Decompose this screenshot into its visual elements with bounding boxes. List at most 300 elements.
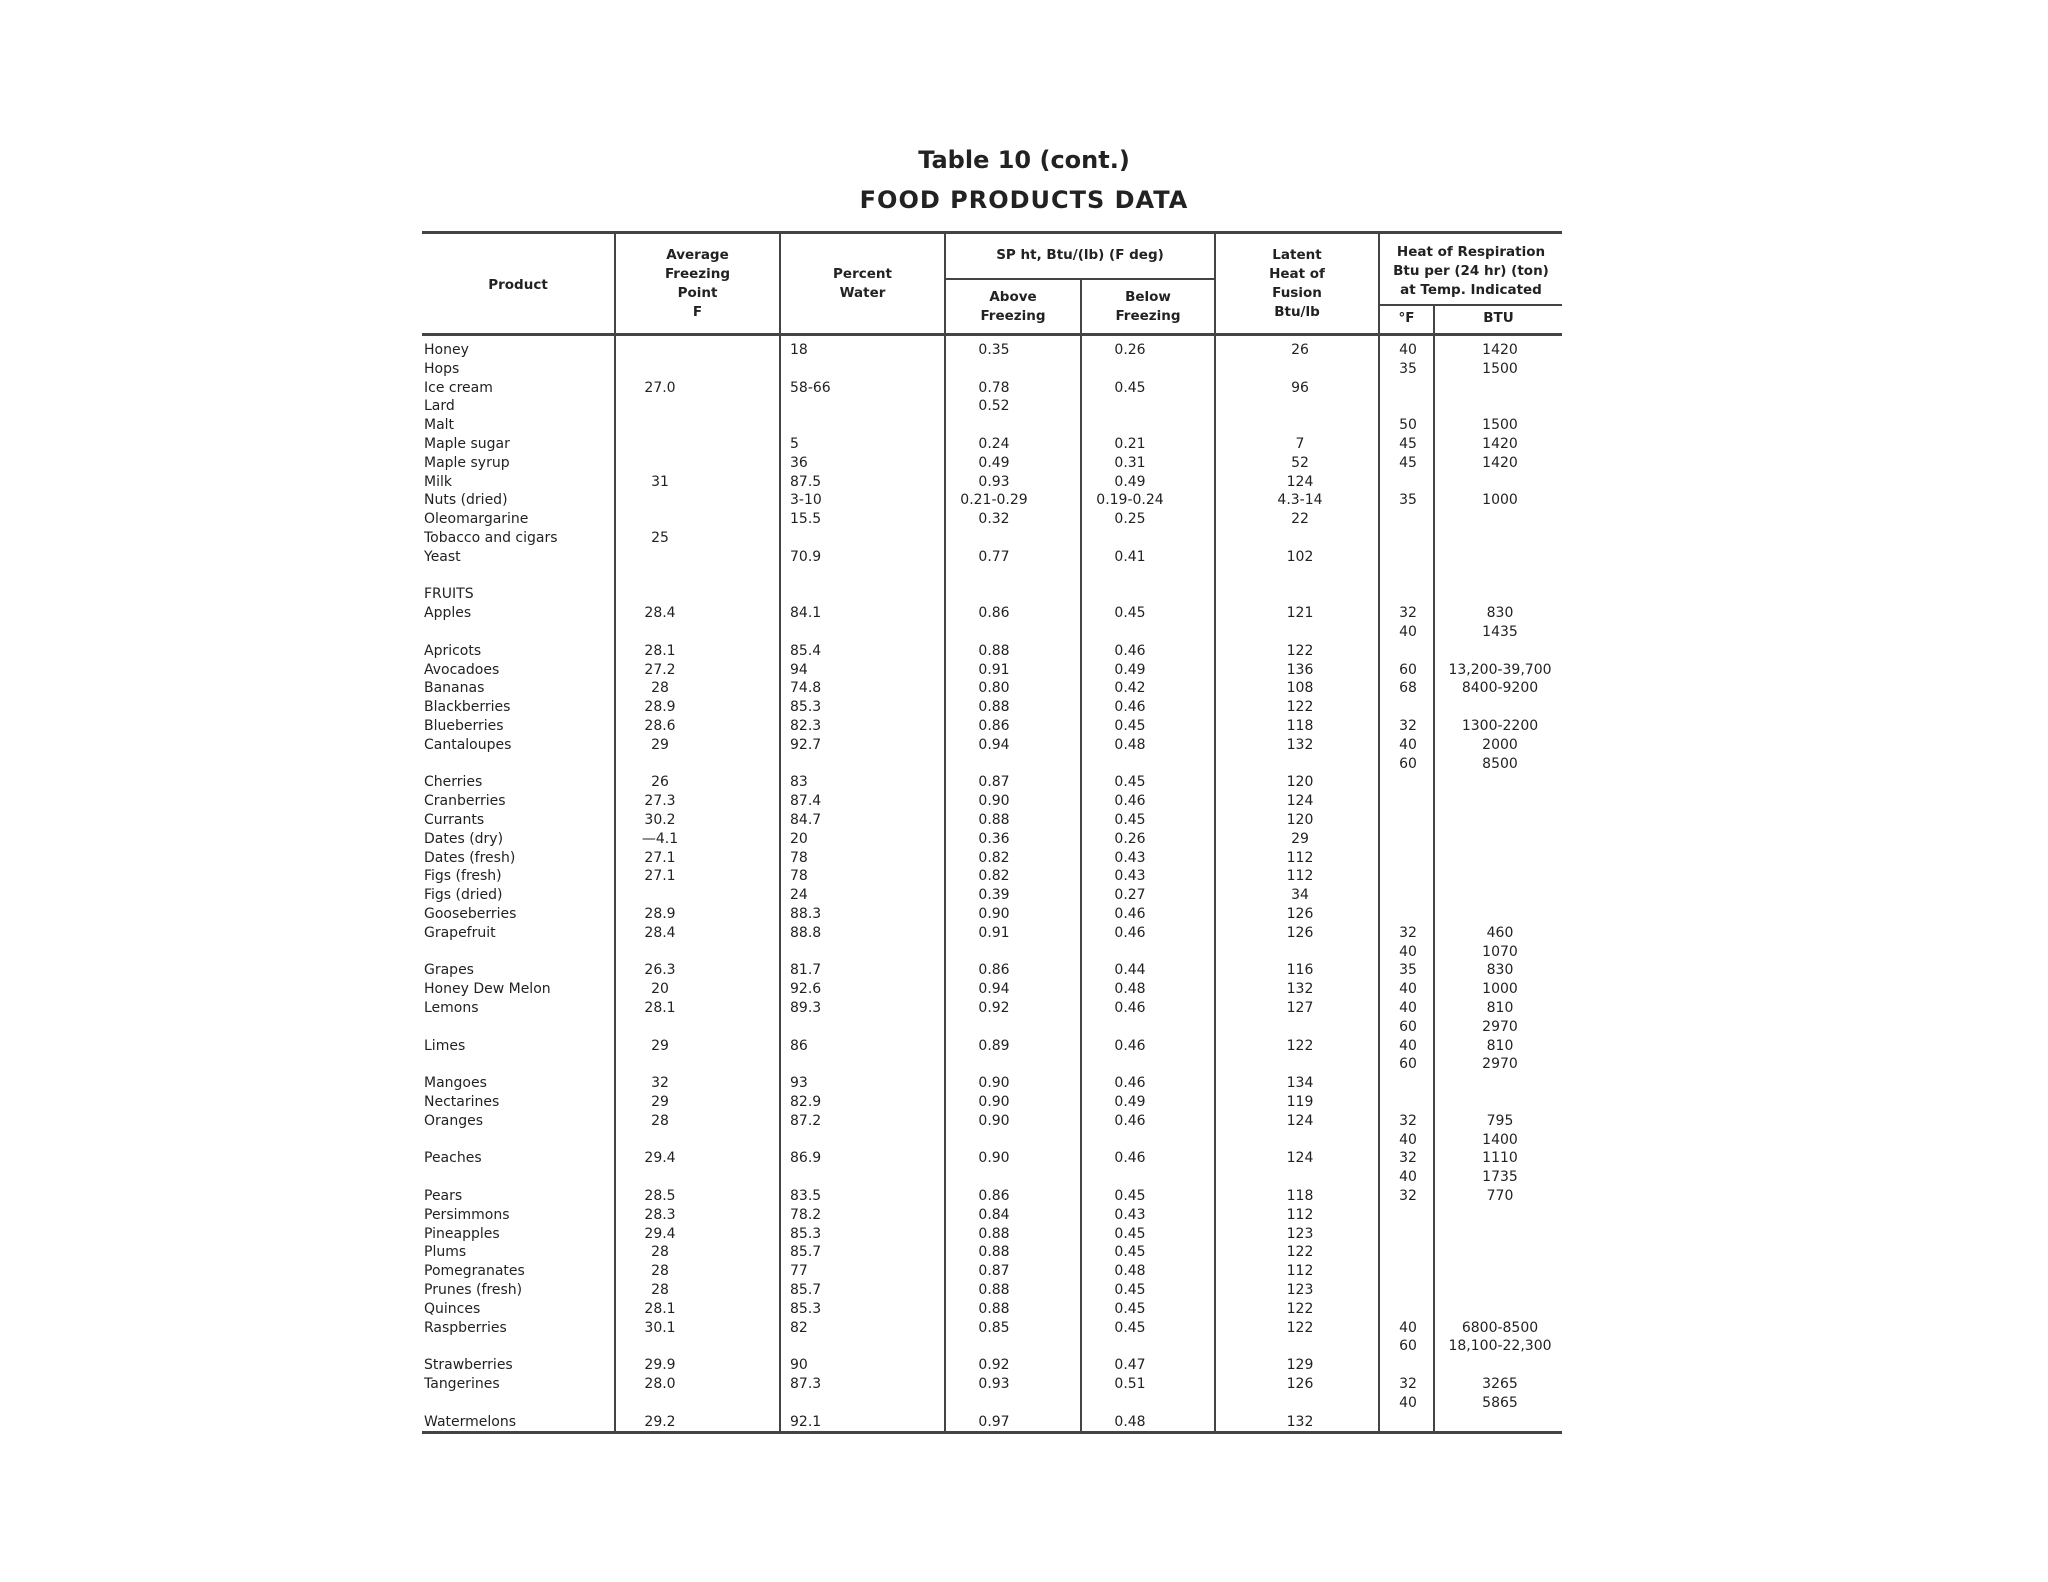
respiration-btu-cell: 8500 [1482, 755, 1518, 772]
table-row [422, 1093, 1562, 1112]
product-cell: Blackberries [424, 699, 511, 716]
freezing-point-cell: 28 [651, 1244, 669, 1261]
percent-water-cell: 18 [790, 342, 808, 358]
below-freezing-cell: 0.48 [1114, 1263, 1146, 1280]
latent-heat-cell: 118 [1286, 1188, 1314, 1204]
header-temp: °F [1398, 310, 1415, 326]
respiration-temp-cell: 35 [1399, 962, 1417, 979]
freezing-point-cell: 28.4 [644, 605, 676, 622]
table-row [422, 999, 1562, 1018]
product-cell: Figs (fresh) [424, 868, 502, 885]
table-row [422, 867, 1562, 886]
table-row [422, 943, 1562, 962]
above-freezing-cell: 0.90 [978, 1150, 1010, 1167]
respiration-underline [1378, 304, 1562, 306]
below-freezing-cell: 0.43 [1114, 1206, 1146, 1223]
product-cell: Malt [424, 417, 455, 434]
freezing-point-cell: 28.9 [644, 906, 676, 922]
percent-water-cell: 85.3 [790, 699, 822, 716]
respiration-btu-cell: 1000 [1482, 492, 1518, 509]
respiration-temp-cell: 32 [1399, 1376, 1417, 1392]
table-row [422, 642, 1562, 661]
percent-water-cell: 58-66 [790, 379, 831, 396]
percent-water-cell: 90 [790, 1357, 808, 1374]
below-freezing-cell: 0.48 [1114, 981, 1146, 998]
percent-water-cell: 87.3 [790, 1376, 822, 1392]
latent-heat-cell: 126 [1286, 1376, 1314, 1392]
latent-heat-cell: 129 [1286, 1357, 1314, 1374]
freezing-point-cell: 29 [651, 1037, 669, 1054]
table-row [422, 661, 1562, 680]
respiration-temp-cell: 40 [1399, 1169, 1417, 1186]
product-cell: Tangerines [424, 1376, 500, 1392]
above-freezing-cell: 0.21-0.29 [960, 492, 1028, 509]
table-row [422, 1319, 1562, 1338]
freezing-point-cell: 28.0 [644, 1376, 676, 1392]
freezing-point-cell: 29 [651, 1094, 669, 1110]
below-freezing-cell: 0.31 [1114, 454, 1146, 471]
product-cell: Watermelons [424, 1413, 517, 1430]
percent-water-cell: 82 [790, 1319, 808, 1336]
latent-heat-cell: 126 [1286, 924, 1314, 941]
table-row [422, 1243, 1562, 1262]
below-freezing-cell: 0.46 [1114, 906, 1146, 922]
product-cell: Cherries [424, 774, 483, 791]
freezing-point-cell: 28.1 [644, 642, 676, 659]
product-cell: Honey [424, 342, 469, 358]
below-freezing-cell: 0.26 [1114, 830, 1146, 847]
latent-heat-cell: 124 [1286, 473, 1314, 490]
table-row [422, 830, 1562, 849]
food-products-table [422, 231, 1562, 1435]
below-freezing-cell: 0.46 [1114, 1075, 1146, 1092]
latent-heat-cell: 122 [1286, 1244, 1314, 1261]
above-freezing-cell: 0.90 [978, 1112, 1010, 1129]
header-sp-ht: SP ht, Btu/(lb) (F deg) [996, 247, 1164, 263]
below-freezing-cell: 0.46 [1114, 793, 1146, 810]
table-row [422, 717, 1562, 736]
above-freezing-cell: 0.93 [978, 473, 1010, 490]
respiration-btu-cell: 18,100-22,300 [1448, 1338, 1552, 1355]
latent-heat-cell: 52 [1291, 454, 1309, 471]
respiration-btu-cell: 1735 [1482, 1169, 1518, 1186]
below-freezing-cell: 0.27 [1114, 887, 1146, 904]
respiration-btu-cell: 5865 [1482, 1394, 1518, 1411]
latent-heat-cell: 116 [1286, 962, 1314, 979]
table-row [422, 980, 1562, 999]
freezing-point-cell: 20 [651, 981, 669, 998]
product-cell: Grapefruit [424, 924, 496, 941]
below-freezing-cell: 0.41 [1114, 548, 1146, 565]
below-freezing-cell: 0.45 [1114, 1319, 1146, 1336]
respiration-btu-cell: 770 [1486, 1188, 1514, 1204]
percent-water-cell: 82.9 [790, 1094, 822, 1110]
above-freezing-cell: 0.88 [978, 1225, 1010, 1242]
respiration-temp-cell: 32 [1399, 924, 1417, 941]
freezing-point-cell: 28.6 [644, 718, 676, 734]
latent-heat-cell: 34 [1291, 887, 1309, 904]
latent-heat-cell: 7 [1295, 436, 1305, 452]
latent-heat-cell: 124 [1286, 1112, 1314, 1129]
respiration-btu-cell: 1420 [1482, 454, 1518, 471]
below-freezing-cell: 0.46 [1114, 1000, 1146, 1016]
table-row [422, 473, 1562, 492]
freezing-point-cell: 29.4 [644, 1150, 676, 1167]
respiration-btu-cell: 2970 [1482, 1056, 1518, 1073]
respiration-btu-cell: 1435 [1482, 624, 1518, 640]
above-freezing-cell: 0.86 [978, 605, 1010, 622]
table-row [422, 1300, 1562, 1319]
respiration-btu-cell: 1000 [1482, 981, 1518, 998]
respiration-btu-cell: 13,200-39,700 [1448, 661, 1552, 678]
table-row [422, 736, 1562, 755]
product-cell: Pears [424, 1188, 463, 1204]
freezing-point-cell: 29.9 [644, 1357, 676, 1374]
above-freezing-cell: 0.91 [978, 661, 1010, 678]
latent-heat-cell: 124 [1286, 793, 1314, 810]
above-freezing-cell: 0.24 [978, 436, 1010, 452]
above-freezing-cell: 0.88 [978, 1300, 1010, 1317]
respiration-temp-cell: 40 [1399, 1000, 1417, 1016]
below-freezing-cell: 0.43 [1114, 849, 1146, 866]
product-cell: Yeast [424, 548, 461, 565]
respiration-btu-cell: 8400-9200 [1461, 680, 1539, 697]
table-row [422, 529, 1562, 548]
above-freezing-cell: 0.93 [978, 1376, 1010, 1392]
freezing-point-cell: 28.5 [644, 1188, 676, 1204]
percent-water-cell: 70.9 [790, 548, 822, 565]
below-freezing-cell: 0.43 [1114, 868, 1146, 885]
above-freezing-cell: 0.89 [978, 1037, 1010, 1054]
latent-heat-cell: 124 [1286, 1150, 1314, 1167]
respiration-temp-cell: 40 [1399, 1037, 1417, 1054]
respiration-temp-cell: 35 [1399, 360, 1417, 377]
above-freezing-cell: 0.90 [978, 906, 1010, 922]
freezing-point-cell: 28.4 [644, 924, 676, 941]
percent-water-cell: 20 [790, 830, 808, 847]
product-cell: Figs (dried) [424, 887, 503, 904]
product-cell: Plums [424, 1244, 467, 1261]
table-row [422, 623, 1562, 642]
table-title: Table 10 (cont.) [918, 146, 1130, 174]
freezing-point-cell: 28.3 [644, 1206, 676, 1223]
freezing-point-cell: 27.1 [644, 868, 676, 885]
percent-water-cell: 92.1 [790, 1413, 822, 1430]
below-freezing-cell: 0.42 [1114, 680, 1146, 697]
percent-water-cell: 89.3 [790, 1000, 822, 1016]
percent-water-cell: 85.3 [790, 1300, 822, 1317]
product-cell: Nuts (dried) [424, 492, 508, 509]
table-row [422, 585, 1562, 604]
latent-heat-cell: 132 [1286, 736, 1314, 753]
table-row [422, 1018, 1562, 1037]
above-freezing-cell: 0.88 [978, 1282, 1010, 1298]
latent-heat-cell: 122 [1286, 1319, 1314, 1336]
freezing-point-cell: 28 [651, 1282, 669, 1298]
product-cell: Avocadoes [424, 661, 500, 678]
header-above-freezing: Above Freezing [980, 289, 1046, 324]
above-freezing-cell: 0.87 [978, 774, 1010, 791]
respiration-temp-cell: 32 [1399, 1150, 1417, 1167]
header-product: Product [488, 277, 548, 293]
respiration-temp-cell: 60 [1399, 1056, 1417, 1073]
respiration-temp-cell: 40 [1399, 981, 1417, 998]
freezing-point-cell: 32 [651, 1075, 669, 1092]
freezing-point-cell: 28 [651, 1263, 669, 1280]
percent-water-cell: 85.3 [790, 1225, 822, 1242]
below-freezing-cell: 0.26 [1114, 342, 1146, 358]
percent-water-cell: 77 [790, 1263, 808, 1280]
header-heat-of-respiration: Heat of Respiration Btu per (24 hr) (ton) at Temp. Indicated [1393, 244, 1549, 298]
product-cell: Lard [424, 398, 455, 415]
product-cell: Hops [424, 360, 460, 377]
latent-heat-cell: 127 [1286, 1000, 1314, 1016]
product-cell: Maple syrup [424, 454, 510, 471]
table-row [422, 1074, 1562, 1093]
freezing-point-cell: 25 [651, 530, 669, 546]
latent-heat-cell: 118 [1286, 718, 1314, 734]
freezing-point-cell: 27.2 [644, 661, 676, 678]
header-btu: BTU [1483, 310, 1514, 326]
latent-heat-cell: 126 [1286, 906, 1314, 922]
below-freezing-cell: 0.47 [1114, 1357, 1146, 1374]
product-cell: Pineapples [424, 1225, 500, 1242]
freezing-point-cell: 27.0 [644, 379, 676, 396]
latent-heat-cell: 122 [1286, 642, 1314, 659]
above-freezing-cell: 0.90 [978, 1075, 1010, 1092]
product-cell: Raspberries [424, 1319, 507, 1336]
table-row [422, 1225, 1562, 1244]
above-freezing-cell: 0.91 [978, 924, 1010, 941]
freezing-point-cell: 29.2 [644, 1413, 676, 1430]
product-cell: Nectarines [424, 1094, 500, 1110]
table-row [422, 510, 1562, 529]
respiration-temp-cell: 45 [1399, 436, 1417, 452]
above-freezing-cell: 0.39 [978, 887, 1010, 904]
above-freezing-cell: 0.88 [978, 699, 1010, 716]
table-row [422, 961, 1562, 980]
above-freezing-cell: 0.94 [978, 736, 1010, 753]
product-cell: Lemons [424, 1000, 479, 1016]
below-freezing-cell: 0.45 [1114, 812, 1146, 828]
product-cell: Milk [424, 473, 452, 490]
respiration-btu-cell: 460 [1486, 924, 1514, 941]
table-row [422, 773, 1562, 792]
latent-heat-cell: 120 [1286, 774, 1314, 791]
respiration-temp-cell: 60 [1399, 1018, 1417, 1035]
table-row [422, 548, 1562, 567]
above-freezing-cell: 0.84 [978, 1206, 1010, 1223]
above-freezing-cell: 0.36 [978, 830, 1010, 847]
below-freezing-cell: 0.51 [1114, 1376, 1146, 1392]
percent-water-cell: 87.5 [790, 473, 822, 490]
percent-water-cell: 78 [790, 849, 808, 866]
freezing-point-cell: 30.2 [644, 812, 676, 828]
below-freezing-cell: 0.25 [1114, 511, 1146, 528]
respiration-temp-cell: 32 [1399, 1112, 1417, 1129]
above-freezing-cell: 0.90 [978, 793, 1010, 810]
percent-water-cell: 88.8 [790, 924, 822, 941]
latent-heat-cell: 136 [1286, 661, 1314, 678]
percent-water-cell: 87.4 [790, 793, 822, 810]
respiration-btu-cell: 810 [1486, 1037, 1514, 1054]
latent-heat-cell: 108 [1286, 680, 1314, 697]
respiration-temp-cell: 60 [1399, 1338, 1417, 1355]
latent-heat-cell: 120 [1286, 812, 1314, 828]
below-freezing-cell: 0.45 [1114, 774, 1146, 791]
table-row [422, 886, 1562, 905]
percent-water-cell: 85.7 [790, 1244, 822, 1261]
latent-heat-cell: 112 [1286, 1263, 1314, 1280]
latent-heat-cell: 119 [1286, 1094, 1314, 1110]
table-row [422, 792, 1562, 811]
respiration-btu-cell: 1070 [1482, 943, 1518, 960]
percent-water-cell: 83.5 [790, 1188, 822, 1204]
table-row [422, 755, 1562, 774]
respiration-btu-cell: 830 [1486, 605, 1514, 622]
table-row [422, 379, 1562, 398]
freezing-point-cell: 29 [651, 736, 669, 753]
above-freezing-cell: 0.97 [978, 1413, 1010, 1430]
above-freezing-cell: 0.87 [978, 1263, 1010, 1280]
below-freezing-cell: 0.46 [1114, 1150, 1146, 1167]
percent-water-cell: 92.7 [790, 736, 822, 753]
percent-water-cell: 82.3 [790, 718, 822, 734]
freezing-point-cell: 28 [651, 680, 669, 697]
percent-water-cell: 85.4 [790, 642, 822, 659]
below-freezing-cell: 0.45 [1114, 1225, 1146, 1242]
table-row [422, 1187, 1562, 1206]
product-cell: Apples [424, 605, 472, 622]
table-row [422, 698, 1562, 717]
percent-water-cell: 85.7 [790, 1282, 822, 1298]
product-cell: Persimmons [424, 1206, 510, 1223]
above-freezing-cell: 0.49 [978, 454, 1010, 471]
product-cell: Bananas [424, 680, 485, 697]
table-row [422, 1055, 1562, 1074]
product-cell: Dates (dry) [424, 830, 504, 847]
below-freezing-cell: 0.49 [1114, 1094, 1146, 1110]
percent-water-cell: 36 [790, 454, 808, 471]
below-freezing-cell: 0.46 [1114, 924, 1146, 941]
freezing-point-cell: 27.3 [644, 793, 676, 810]
latent-heat-cell: 132 [1286, 981, 1314, 998]
latent-heat-cell: 112 [1286, 868, 1314, 885]
product-cell: Peaches [424, 1150, 482, 1167]
product-cell: Mangoes [424, 1075, 487, 1092]
above-freezing-cell: 0.35 [978, 342, 1010, 358]
product-cell: Pomegranates [424, 1263, 525, 1280]
freezing-point-cell: 27.1 [644, 849, 676, 866]
above-freezing-cell: 0.80 [978, 680, 1010, 697]
latent-heat-cell: 22 [1291, 511, 1309, 528]
respiration-btu-cell: 1400 [1482, 1131, 1518, 1148]
respiration-temp-cell: 40 [1399, 736, 1417, 753]
table-row [422, 416, 1562, 435]
latent-heat-cell: 122 [1286, 1037, 1314, 1054]
freezing-point-cell: 26.3 [644, 962, 676, 979]
percent-water-cell: 24 [790, 887, 808, 904]
below-freezing-cell: 0.45 [1114, 1244, 1146, 1261]
latent-heat-cell: 123 [1286, 1225, 1314, 1242]
product-cell: FRUITS [424, 586, 474, 603]
below-freezing-cell: 0.49 [1114, 661, 1146, 678]
table-row [422, 811, 1562, 830]
freezing-point-cell: 30.1 [644, 1319, 676, 1336]
respiration-temp-cell: 60 [1399, 661, 1417, 678]
respiration-temp-cell: 40 [1399, 943, 1417, 960]
below-freezing-cell: 0.46 [1114, 1112, 1146, 1129]
respiration-btu-cell: 1110 [1482, 1150, 1518, 1167]
table-row [422, 341, 1562, 360]
table-row [422, 1037, 1562, 1056]
respiration-temp-cell: 32 [1399, 1188, 1417, 1204]
percent-water-cell: 83 [790, 774, 808, 791]
respiration-btu-cell: 1420 [1482, 342, 1518, 358]
respiration-temp-cell: 40 [1399, 1319, 1417, 1336]
percent-water-cell: 15.5 [790, 511, 822, 528]
table-row [422, 1413, 1562, 1432]
above-freezing-cell: 0.82 [978, 849, 1010, 866]
percent-water-cell: 88.3 [790, 906, 822, 922]
product-cell: Strawberries [424, 1357, 513, 1374]
latent-heat-cell: 112 [1286, 1206, 1314, 1223]
product-cell: Cranberries [424, 793, 506, 810]
table-row [422, 905, 1562, 924]
percent-water-cell: 93 [790, 1075, 808, 1092]
above-freezing-cell: 0.88 [978, 642, 1010, 659]
product-cell: Prunes (fresh) [424, 1282, 523, 1298]
percent-water-cell: 86.9 [790, 1150, 822, 1167]
table-row [422, 679, 1562, 698]
percent-water-cell: 74.8 [790, 680, 822, 697]
below-freezing-cell: 0.45 [1114, 379, 1146, 396]
respiration-temp-cell: 40 [1399, 624, 1417, 640]
product-cell: Dates (fresh) [424, 849, 516, 866]
below-freezing-cell: 0.45 [1114, 1282, 1146, 1298]
percent-water-cell: 87.2 [790, 1112, 822, 1129]
product-cell: Oleomargarine [424, 511, 529, 528]
below-freezing-cell: 0.46 [1114, 642, 1146, 659]
above-freezing-cell: 0.86 [978, 962, 1010, 979]
respiration-temp-cell: 45 [1399, 454, 1417, 471]
percent-water-cell: 78 [790, 868, 808, 885]
header-freezing-point: Average Freezing Point F [664, 247, 731, 320]
product-cell: Limes [424, 1037, 466, 1054]
table-row [422, 1206, 1562, 1225]
table-row [422, 1168, 1562, 1187]
freezing-point-cell: 28.1 [644, 1300, 676, 1317]
above-freezing-cell: 0.90 [978, 1094, 1010, 1110]
latent-heat-cell: 102 [1286, 548, 1314, 565]
below-freezing-cell: 0.45 [1114, 718, 1146, 734]
table-row [422, 1394, 1562, 1413]
table-row [422, 454, 1562, 473]
above-freezing-cell: 0.82 [978, 868, 1010, 885]
respiration-btu-cell: 1500 [1482, 417, 1518, 434]
below-freezing-cell: 0.48 [1114, 1413, 1146, 1430]
below-freezing-cell: 0.48 [1114, 736, 1146, 753]
respiration-btu-cell: 1500 [1482, 360, 1518, 377]
respiration-btu-cell: 2970 [1482, 1018, 1518, 1035]
respiration-btu-cell: 795 [1486, 1112, 1514, 1129]
respiration-temp-cell: 40 [1399, 1131, 1417, 1148]
table-row [422, 1375, 1562, 1394]
latent-heat-cell: 122 [1286, 699, 1314, 716]
freezing-point-cell: 28.9 [644, 699, 676, 716]
product-cell: Apricots [424, 642, 482, 659]
product-cell: Gooseberries [424, 906, 517, 922]
